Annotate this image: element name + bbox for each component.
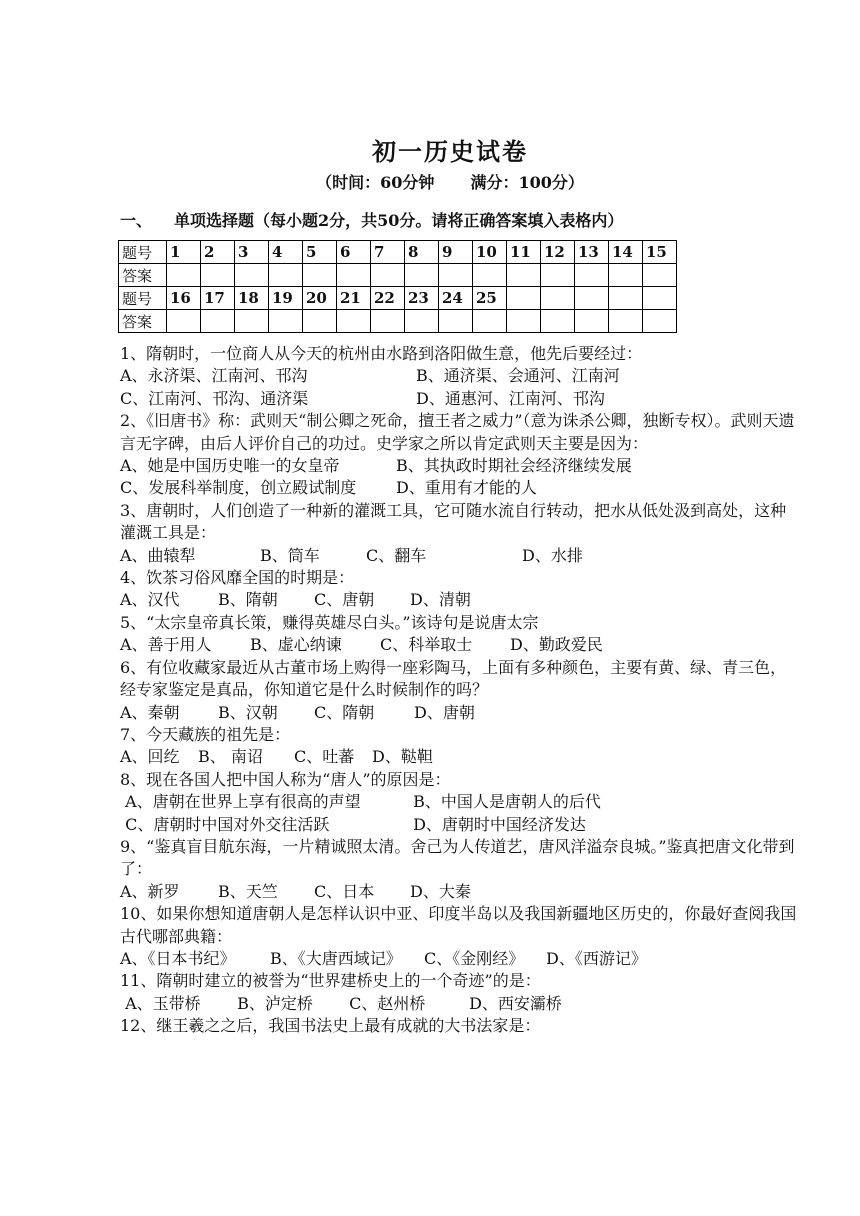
question-8 xyxy=(120,769,800,836)
option-a: A、曲辕犁 xyxy=(120,545,196,565)
answer-cell[interactable] xyxy=(167,264,201,287)
question-number-cell: 12 xyxy=(541,241,575,264)
option-b: B、 南诏 xyxy=(198,747,263,767)
answer-row-2 xyxy=(119,310,677,333)
answer-cell[interactable] xyxy=(235,310,269,333)
option-a: A、汉代 xyxy=(120,590,180,610)
answer-cell[interactable] xyxy=(167,310,201,333)
question-3 xyxy=(120,500,800,567)
option-c: C、隋朝 xyxy=(314,702,375,722)
option-a: A、她是中国历史唯一的女皇帝 xyxy=(120,456,340,476)
question-number-cell xyxy=(575,287,609,310)
answer-cell[interactable] xyxy=(507,264,541,287)
option-b: B、汉朝 xyxy=(218,702,278,722)
row-label: 题号 xyxy=(119,287,167,310)
option-b: B、中国人是唐朝人的后代 xyxy=(413,792,601,812)
question-number-row-1 xyxy=(119,241,677,264)
row-label: 题号 xyxy=(119,241,167,264)
question-number-cell xyxy=(609,287,643,310)
question-number-cell: 9 xyxy=(439,241,473,264)
question-number-cell: 11 xyxy=(507,241,541,264)
option-a: A、善于用人 xyxy=(120,635,212,655)
question-number-cell: 1 xyxy=(167,241,201,264)
answer-cell[interactable] xyxy=(303,310,337,333)
score-label: 满分：100分） xyxy=(470,173,584,192)
question-stem: 12、继王羲之之后，我国书法史上最有成就的大书法家是： xyxy=(120,1016,541,1036)
question-10 xyxy=(120,903,800,970)
question-stem: 4、饮茶习俗风靡全国的时期是： xyxy=(120,568,355,588)
answer-cell[interactable] xyxy=(371,310,405,333)
option-c: C、吐蕃 xyxy=(294,747,355,767)
option-c: C、赵州桥 xyxy=(349,993,426,1013)
question-number-cell: 17 xyxy=(201,287,235,310)
option-d: D、通惠河、江南河、邗沟 xyxy=(416,388,605,408)
answer-cell[interactable] xyxy=(235,264,269,287)
question-stem: 6、有位收藏家最近从古董市场上购得一座彩陶马，上面有多种颜色，主要有黄、绿、青三色，经专家鉴定是真品，你知道它是什么时候制作的吗？ xyxy=(120,657,787,700)
question-number-cell: 10 xyxy=(473,241,507,264)
question-stem: 10、如果你想知道唐朝人是怎样认识中亚、印度半岛以及我国新疆地区历史的，你最好查阅我国古代哪部典籍： xyxy=(120,904,797,946)
answer-cell[interactable] xyxy=(643,264,677,287)
option-d: D、唐朝 xyxy=(414,702,475,722)
option-b: B、筒车 xyxy=(260,545,320,565)
question-stem: 7、今天藏族的祖先是： xyxy=(120,724,291,744)
question-number-cell xyxy=(507,287,541,310)
option-d: D、勤政爱民 xyxy=(510,635,603,655)
answer-cell[interactable] xyxy=(439,264,473,287)
option-d: D、西安灞桥 xyxy=(469,993,562,1013)
option-a: A、回纥 xyxy=(120,747,180,767)
answer-cell[interactable] xyxy=(473,264,507,287)
exam-info xyxy=(0,170,860,193)
question-number-cell: 20 xyxy=(303,287,337,310)
answer-row-1 xyxy=(119,264,677,287)
question-12 xyxy=(120,1015,800,1037)
answer-cell[interactable] xyxy=(269,310,303,333)
question-number-cell: 16 xyxy=(167,287,201,310)
question-2 xyxy=(120,410,800,500)
page-title: 初一历史试卷 xyxy=(372,137,528,166)
option-a: A、新罗 xyxy=(120,881,180,901)
option-c: C、发展科举制度，创立殿试制度 xyxy=(120,478,357,498)
option-d: D、唐朝时中国经济发达 xyxy=(413,814,586,834)
option-d: D、《西游记》 xyxy=(546,948,647,968)
answer-cell[interactable] xyxy=(337,310,371,333)
question-number-cell: 24 xyxy=(439,287,473,310)
question-number-cell xyxy=(643,287,677,310)
answer-cell[interactable] xyxy=(643,310,677,333)
question-number-cell: 18 xyxy=(235,287,269,310)
question-number-cell: 5 xyxy=(303,241,337,264)
answer-cell[interactable] xyxy=(473,310,507,333)
answer-cell[interactable] xyxy=(337,264,371,287)
question-number-cell: 7 xyxy=(371,241,405,264)
option-b: B、其执政时期社会经济继续发展 xyxy=(396,456,632,476)
answer-cell[interactable] xyxy=(201,264,235,287)
question-number-cell: 25 xyxy=(473,287,507,310)
question-number-cell: 19 xyxy=(269,287,303,310)
question-list xyxy=(120,343,800,1038)
option-d: D、大秦 xyxy=(410,881,471,901)
row-label: 答案 xyxy=(119,310,167,333)
question-number-cell: 14 xyxy=(609,241,643,264)
question-number-cell: 3 xyxy=(235,241,269,264)
question-6 xyxy=(120,657,800,724)
option-a: A、永济渠、江南河、邗沟 xyxy=(120,366,308,386)
option-b: B、泸定桥 xyxy=(237,993,313,1013)
answer-cell[interactable] xyxy=(575,310,609,333)
option-b: B、《大唐西域记》 xyxy=(270,948,402,968)
option-a: A、唐朝在世界上享有很高的声望 xyxy=(125,792,361,812)
answer-cell[interactable] xyxy=(269,264,303,287)
time-label: （时间：60分钟 xyxy=(316,173,435,192)
option-b: B、天竺 xyxy=(218,881,278,901)
answer-cell[interactable] xyxy=(541,310,575,333)
answer-cell[interactable] xyxy=(575,264,609,287)
question-stem: 9、“鉴真盲目航东海，一片精诚照太清。舍己为人传道艺，唐风洋溢奈良城。”鉴真把唐文化带到了： xyxy=(120,836,795,879)
question-number-cell: 6 xyxy=(337,241,371,264)
option-b: B、通济渠、会通河、江南河 xyxy=(416,366,620,386)
option-b: B、隋朝 xyxy=(218,590,278,610)
option-c: C、《金刚经》 xyxy=(424,948,525,968)
option-d: D、鞑靼 xyxy=(372,747,433,767)
answer-cell[interactable] xyxy=(609,264,643,287)
question-7 xyxy=(120,724,800,769)
question-stem: 2、《旧唐书》称：武则天“制公卿之死命，擅王者之威力”（意为诛杀公卿，独断专权）。武则天遗言无字碑，由后人评价自己的功过。史学家之所以肯定武则天主要是因为： xyxy=(120,411,795,453)
question-number-cell: 13 xyxy=(575,241,609,264)
question-4 xyxy=(120,567,800,612)
answer-cell[interactable] xyxy=(371,264,405,287)
option-c: C、唐朝 xyxy=(314,590,375,610)
answer-cell[interactable] xyxy=(303,264,337,287)
question-number-row-2 xyxy=(119,287,677,310)
answer-cell[interactable] xyxy=(609,310,643,333)
question-number-cell: 21 xyxy=(337,287,371,310)
question-stem: 3、唐朝时，人们创造了一种新的灌溉工具，它可随水流自行转动，把水从低处汲到高处，这种灌溉工具是： xyxy=(120,500,787,543)
row-label: 答案 xyxy=(119,264,167,287)
answer-cell[interactable] xyxy=(201,310,235,333)
question-5 xyxy=(120,612,800,657)
option-c: C、江南河、邗沟、通济渠 xyxy=(120,388,309,408)
answer-table xyxy=(118,240,677,333)
question-number-cell: 23 xyxy=(405,287,439,310)
option-b: B、虚心纳谏 xyxy=(250,635,342,655)
section-number: 一、 xyxy=(120,211,153,230)
option-c: C、科举取士 xyxy=(380,635,473,655)
question-11 xyxy=(120,970,800,1015)
question-number-cell: 2 xyxy=(201,241,235,264)
option-d: D、清朝 xyxy=(410,590,471,610)
question-stem: 1、隋朝时，一位商人从今天的杭州由水路到洛阳做生意，他先后要经过： xyxy=(120,344,643,363)
section-title: 单项选择题（每小题2分，共50分。请将正确答案填入表格内） xyxy=(174,211,624,230)
option-a: A、《日本书纪》 xyxy=(120,948,236,968)
option-d: D、重用有才能的人 xyxy=(396,478,537,498)
question-1 xyxy=(120,343,800,410)
answer-cell[interactable] xyxy=(541,264,575,287)
answer-cell[interactable] xyxy=(439,310,473,333)
question-number-cell: 15 xyxy=(643,241,677,264)
option-c: C、唐朝时中国对外交往活跃 xyxy=(125,814,330,834)
option-a: A、玉带桥 xyxy=(125,993,201,1013)
question-9 xyxy=(120,836,800,903)
option-d: D、水排 xyxy=(522,545,583,565)
option-c: C、翻车 xyxy=(366,545,427,565)
answer-cell[interactable] xyxy=(405,264,439,287)
question-number-cell: 4 xyxy=(269,241,303,264)
question-number-cell: 8 xyxy=(405,241,439,264)
question-number-cell xyxy=(541,287,575,310)
answer-cell[interactable] xyxy=(405,310,439,333)
option-c: C、日本 xyxy=(314,881,375,901)
section-heading xyxy=(120,208,623,231)
question-stem: 8、现在各国人把中国人称为“唐人”的原因是： xyxy=(120,769,451,789)
question-stem: 11、隋朝时建立的被誉为“世界建桥史上的一个奇迹”的是： xyxy=(120,971,541,991)
question-number-cell: 22 xyxy=(371,287,405,310)
option-a: A、秦朝 xyxy=(120,702,180,722)
question-stem: 5、“太宗皇帝真长策，赚得英雄尽白头。”该诗句是说唐太宗 xyxy=(120,612,539,632)
answer-cell[interactable] xyxy=(507,310,541,333)
